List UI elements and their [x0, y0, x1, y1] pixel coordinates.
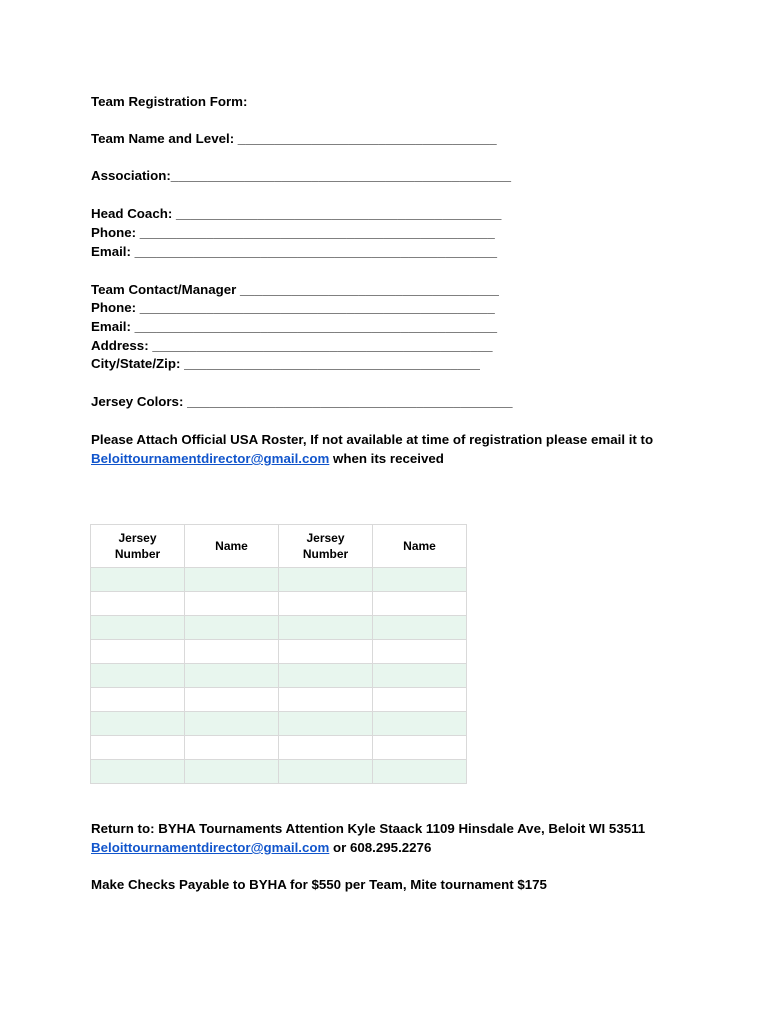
attach-suffix: when its received: [329, 451, 444, 466]
header-jersey-number-1: [91, 525, 185, 568]
table-row: [91, 712, 467, 736]
table-cell[interactable]: [373, 664, 467, 688]
roster-header-row: [91, 525, 467, 568]
coach-email-field[interactable]: Email: _________________________________________________: [91, 244, 497, 259]
attach-roster-note: Please Attach Official USA Roster, If not available at time of registration please email it to: [91, 432, 654, 447]
table-cell[interactable]: [279, 712, 373, 736]
table-cell[interactable]: [91, 664, 185, 688]
table-cell[interactable]: [185, 760, 279, 784]
table-cell[interactable]: [91, 616, 185, 640]
contact-line: [91, 839, 431, 857]
team-name-field[interactable]: Team Name and Level: ___________________________________: [91, 131, 497, 146]
table-cell[interactable]: [279, 736, 373, 760]
table-cell[interactable]: [91, 712, 185, 736]
table-cell[interactable]: [373, 688, 467, 712]
table-cell[interactable]: [185, 640, 279, 664]
table-cell[interactable]: [373, 616, 467, 640]
table-cell[interactable]: [373, 760, 467, 784]
table-cell[interactable]: [279, 688, 373, 712]
header-label: Jersey Number: [114, 531, 161, 561]
header-name-2: Name: [373, 525, 467, 568]
manager-field[interactable]: Team Contact/Manager ___________________________________: [91, 282, 499, 297]
table-cell[interactable]: [91, 688, 185, 712]
table-row: [91, 664, 467, 688]
table-cell[interactable]: [373, 592, 467, 616]
table-row: [91, 760, 467, 784]
table-row: [91, 736, 467, 760]
table-cell[interactable]: [279, 568, 373, 592]
table-cell[interactable]: [91, 736, 185, 760]
city-state-zip-field[interactable]: City/State/Zip: ________________________________________: [91, 356, 480, 371]
payment-note: Make Checks Payable to BYHA for $550 per Team, Mite tournament $175: [91, 877, 547, 892]
roster-table: [90, 524, 467, 784]
table-cell[interactable]: [373, 640, 467, 664]
table-cell[interactable]: [185, 688, 279, 712]
table-cell[interactable]: [185, 712, 279, 736]
table-cell[interactable]: [279, 616, 373, 640]
table-cell[interactable]: [91, 592, 185, 616]
table-cell[interactable]: [279, 592, 373, 616]
table-cell[interactable]: [373, 568, 467, 592]
head-coach-field[interactable]: Head Coach: ____________________________________________: [91, 206, 502, 221]
table-row: [91, 568, 467, 592]
table-cell[interactable]: [91, 568, 185, 592]
coach-phone-field[interactable]: Phone: ________________________________________________: [91, 225, 495, 240]
table-cell[interactable]: [279, 640, 373, 664]
table-cell[interactable]: [91, 640, 185, 664]
attach-email-link[interactable]: Beloittournamentdirector@gmail.com: [91, 451, 330, 466]
phone-suffix: or 608.295.2276: [329, 840, 432, 855]
header-jersey-number-2: [279, 525, 373, 568]
table-cell[interactable]: [185, 592, 279, 616]
table-cell[interactable]: [279, 760, 373, 784]
table-cell[interactable]: [373, 736, 467, 760]
table-cell[interactable]: [279, 664, 373, 688]
form-title: Team Registration Form:: [91, 94, 248, 109]
table-cell[interactable]: [185, 664, 279, 688]
table-cell[interactable]: [185, 616, 279, 640]
contact-email-link[interactable]: Beloittournamentdirector@gmail.com: [91, 840, 330, 855]
header-label: Jersey Number: [302, 531, 349, 561]
association-field[interactable]: Association:______________________________________________: [91, 168, 511, 183]
header-name-1: Name: [185, 525, 279, 568]
manager-phone-field[interactable]: Phone: ________________________________________________: [91, 300, 495, 315]
jersey-colors-field[interactable]: Jersey Colors: ____________________________________________: [91, 394, 513, 409]
table-row: [91, 592, 467, 616]
table-row: [91, 640, 467, 664]
table-cell[interactable]: [91, 760, 185, 784]
table-cell[interactable]: [185, 736, 279, 760]
return-to-text: Return to: BYHA Tournaments Attention Kyle Staack 1109 Hinsdale Ave, Beloit WI 53511: [91, 821, 646, 836]
table-cell[interactable]: [185, 568, 279, 592]
table-row: [91, 688, 467, 712]
attach-roster-note-line2: [91, 450, 444, 468]
address-field[interactable]: Address: ______________________________________________: [91, 338, 493, 353]
table-cell[interactable]: [373, 712, 467, 736]
table-row: [91, 616, 467, 640]
manager-email-field[interactable]: Email: _________________________________________________: [91, 319, 497, 334]
